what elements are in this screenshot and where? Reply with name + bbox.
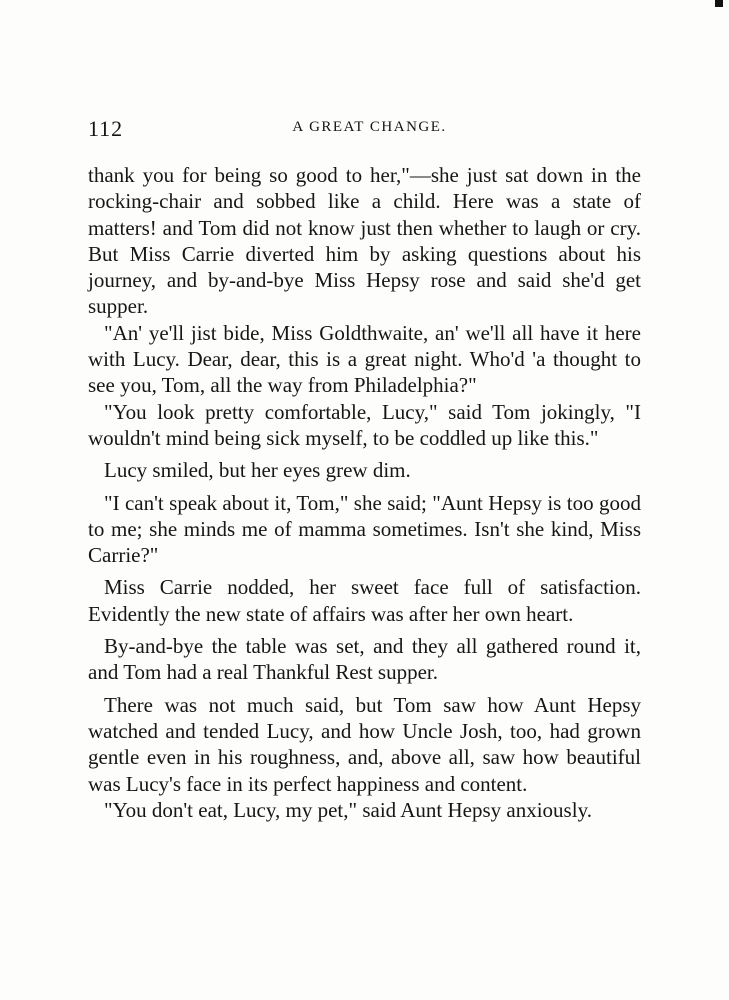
paragraph-continuation: thank you for being so good to her,"—she just sat down in the rocking-chair and sobbed like a child. Here was a state of matters! and Tom did not know just then whether to laugh or cry. But Miss Carrie diverted him by asking questions about his journey, and by-and-bye Miss Hepsy rose and said she'd get supper. <box>88 163 641 319</box>
paragraph-tom-joke: "You look pretty comfortable, Lucy," said Tom jokingly, "I wouldn't mind being sick myself, to be coddled up like this." <box>88 399 641 450</box>
paragraph-not-much-said: There was not much said, but Tom saw how Aunt Hepsy watched and tended Lucy, and how Uncle Josh, too, had grown gentle even in his roughness, and, above all, saw how beautiful was Lucy's face in its perfect happiness and content. <box>88 692 641 796</box>
body-text <box>88 162 641 823</box>
page-number: 112 <box>88 116 124 141</box>
paragraph-lucy-smiled: Lucy smiled, but her eyes grew dim. <box>104 458 411 483</box>
paragraph-table-set: By-and-bye the table was set, and they all gathered round it, and Tom had a real Thankful Rest supper. <box>88 634 641 685</box>
paragraph-lucy-speech: "I can't speak about it, Tom," she said; "Aunt Hepsy is too good to me; she minds me of mamma sometimes. Isn't she kind, Miss Carrie?" <box>88 490 641 568</box>
paragraph-hepsy-anxious: "You don't eat, Lucy, my pet," said Aunt Hepsy anxiously. <box>104 797 592 822</box>
running-head <box>88 116 641 142</box>
running-title: A GREAT CHANGE. <box>292 119 447 135</box>
paragraph-goldthwaite-speech: "An' ye'll jist bide, Miss Goldthwaite, an' we'll all have it here with Lucy. Dear, dear, this is a great night. Who'd 'a thought to see you, Tom, all the way from Philadelphia?" <box>88 320 641 398</box>
scan-corner-mark <box>715 0 723 7</box>
paragraph-carrie-nodded: Miss Carrie nodded, her sweet face full of satisfaction. Evidently the new state of affairs was after her own heart. <box>88 575 641 626</box>
